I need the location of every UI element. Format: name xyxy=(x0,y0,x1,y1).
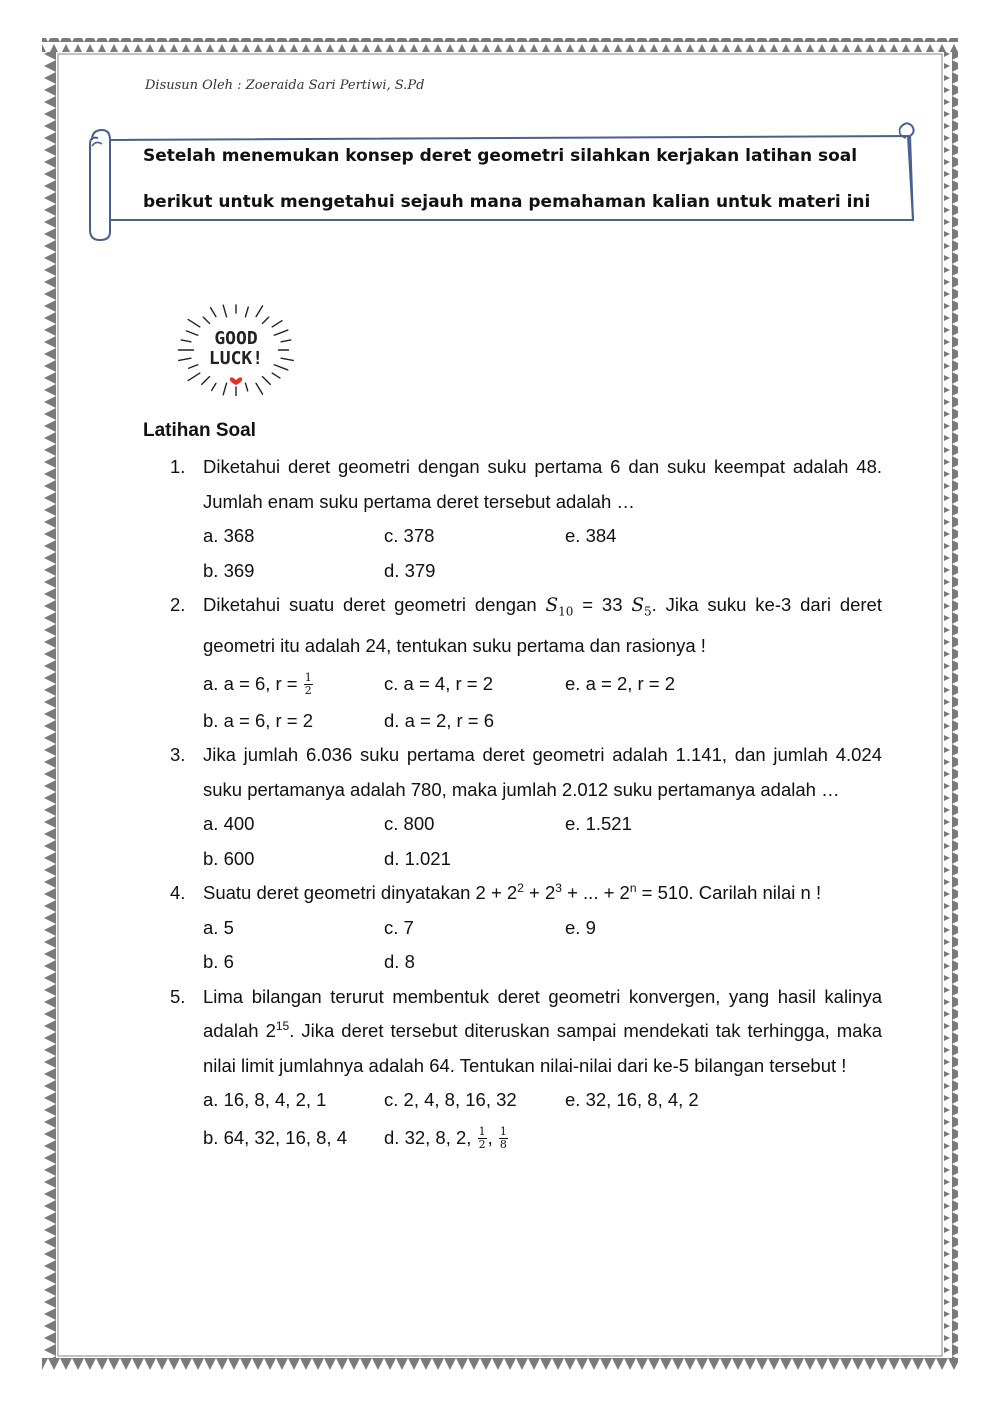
badge-ray xyxy=(245,383,247,391)
question-3 xyxy=(170,738,882,876)
instruction-line: berikut untuk mengetahui sejauh mana pemahaman kalian untuk materi ini xyxy=(143,192,871,212)
option-b[interactable]: b. 600 xyxy=(203,847,255,869)
badge-good: GOOD xyxy=(214,328,258,349)
question-text: Suatu deret geometri dinyatakan $2 + 2^2 + 2^3$ + ... + $2^n = 510$. Carilah nilai n ! xyxy=(203,881,822,904)
option-a[interactable]: a. a = 6, r = $\frac{1}{2}$ xyxy=(203,671,312,698)
question-1 xyxy=(170,450,882,588)
option-c[interactable]: c. 800 xyxy=(384,813,435,835)
options-row xyxy=(203,704,882,739)
badge-ray xyxy=(188,319,200,326)
instruction-line: Setelah menemukan konsep deret geometri silahkan kerjakan latihan soal xyxy=(143,146,858,166)
options-row xyxy=(203,842,882,877)
option-b[interactable]: b. a = 6, r = 2 xyxy=(203,709,314,731)
question-list xyxy=(170,450,882,1158)
question-text: Diketahui deret geometri dengan suku pertama 6 dan suku keempat adalah 48. Jumlah enam suku pertama deret tersebut adalah … xyxy=(203,456,882,512)
badge-ray xyxy=(262,317,268,323)
badge-ray xyxy=(274,365,288,370)
badge-ray xyxy=(179,358,191,360)
question-number: 5. xyxy=(170,985,186,1007)
badge-ray xyxy=(281,340,291,342)
badge-ray xyxy=(223,305,226,317)
option-e[interactable]: e. 9 xyxy=(565,916,596,938)
option-e[interactable]: e. 32, 16, 8, 4, 2 xyxy=(565,1089,699,1111)
option-c[interactable]: c. 378 xyxy=(384,525,435,546)
question-number: 3. xyxy=(170,744,186,766)
badge-ray xyxy=(272,321,282,327)
options-row xyxy=(203,911,882,946)
badge-ray xyxy=(181,340,191,342)
badge-ray xyxy=(262,377,270,385)
option-e[interactable]: e. 1.521 xyxy=(565,813,632,835)
badge-luck: LUCK! xyxy=(208,348,264,369)
option-c[interactable]: c. a = 4, r = 2 xyxy=(384,672,494,694)
math-s5: $S_5$ xyxy=(631,595,652,619)
question-5 xyxy=(170,980,882,1158)
option-a[interactable]: a. 5 xyxy=(203,916,234,938)
fraction: $\frac{1}{2}$ xyxy=(478,1125,486,1152)
badge-ray xyxy=(272,373,280,378)
option-a[interactable]: a. 368 xyxy=(203,525,255,546)
option-b[interactable]: b. 6 xyxy=(203,951,234,973)
option-d[interactable]: d. 379 xyxy=(384,559,436,581)
badge-ray xyxy=(203,317,209,323)
question-text: Jika jumlah 6.036 suku pertama deret geometri adalah 1.141, dan jumlah 4.024 suku pertamanya adalah 780, maka jumlah 2.012 suku pertamanya adalah … xyxy=(203,744,882,800)
instruction-text xyxy=(143,140,883,232)
option-d[interactable]: d. a = 2, r = 6 xyxy=(384,709,495,731)
options-row xyxy=(203,519,882,554)
badge-ray xyxy=(186,331,197,335)
question-2 xyxy=(170,588,882,738)
section-title: Latihan Soal xyxy=(143,420,256,441)
option-c[interactable]: c. 2, 4, 8, 16, 32 xyxy=(384,1089,517,1111)
fraction: $\frac{1}{2}$ xyxy=(304,671,312,698)
option-c[interactable]: c. 7 xyxy=(384,916,414,938)
author-credit: Disusun Oleh : Zoeraida Sari Pertiwi, S.Pd xyxy=(145,78,425,93)
options-row xyxy=(203,807,882,842)
option-d[interactable]: d. 32, 8, 2, $\frac{1}{2}$ , $\frac{1}{8}$ xyxy=(384,1125,507,1152)
options-row xyxy=(203,1118,882,1158)
option-e[interactable]: e. 384 xyxy=(565,525,617,546)
badge-ray xyxy=(188,373,200,380)
option-a[interactable]: a. 16, 8, 4, 2, 1 xyxy=(203,1089,327,1111)
question-4 xyxy=(170,876,882,980)
option-b[interactable]: b. 369 xyxy=(203,559,255,581)
options-row xyxy=(203,1083,882,1118)
badge-ray xyxy=(274,330,288,335)
heart-icon xyxy=(230,377,242,385)
badge-ray xyxy=(211,308,216,317)
option-d[interactable]: d. 8 xyxy=(384,951,415,973)
badge-ray xyxy=(223,383,226,395)
option-d[interactable]: d. 1.021 xyxy=(384,847,451,869)
options-row xyxy=(203,554,882,589)
badge-ray xyxy=(189,365,198,368)
badge-ray xyxy=(202,377,210,385)
option-b[interactable]: b. 64, 32, 16, 8, 4 xyxy=(203,1126,347,1148)
badge-ray xyxy=(245,307,248,317)
fraction: $\frac{1}{8}$ xyxy=(499,1125,507,1152)
option-e[interactable]: e. a = 2, r = 2 xyxy=(565,672,676,694)
badge-ray xyxy=(256,306,263,317)
question-number: 4. xyxy=(170,882,186,904)
question-number: 2. xyxy=(170,594,186,615)
badge-ray xyxy=(212,383,216,390)
badge-ray xyxy=(281,358,293,360)
badge-ray xyxy=(256,383,263,394)
options-row xyxy=(203,664,882,704)
options-row xyxy=(203,945,882,980)
option-a[interactable]: a. 400 xyxy=(203,813,255,835)
math-s10: $S_{10}$ xyxy=(545,595,574,619)
good-luck-badge xyxy=(176,300,296,396)
question-text: Lima bilangan terurut membentuk deret geometri konvergen, yang hasil kalinya adalah $2^{15}$. Jika deret tersebut diteruskan sampai mendekati tak terhingga, maka nilai limit jumlahnya adalah 64. Tentukan nilai-nilai dari ke-5 bilangan tersebut ! xyxy=(203,985,883,1076)
question-text: Diketahui suatu deret geometri dengan $S_{10} = 33$ $S_5$. Jika suku ke-3 dari deret geometri itu adalah 24, tentukan suku pertama dan rasionya ! xyxy=(203,594,882,657)
question-number: 1. xyxy=(170,456,186,477)
